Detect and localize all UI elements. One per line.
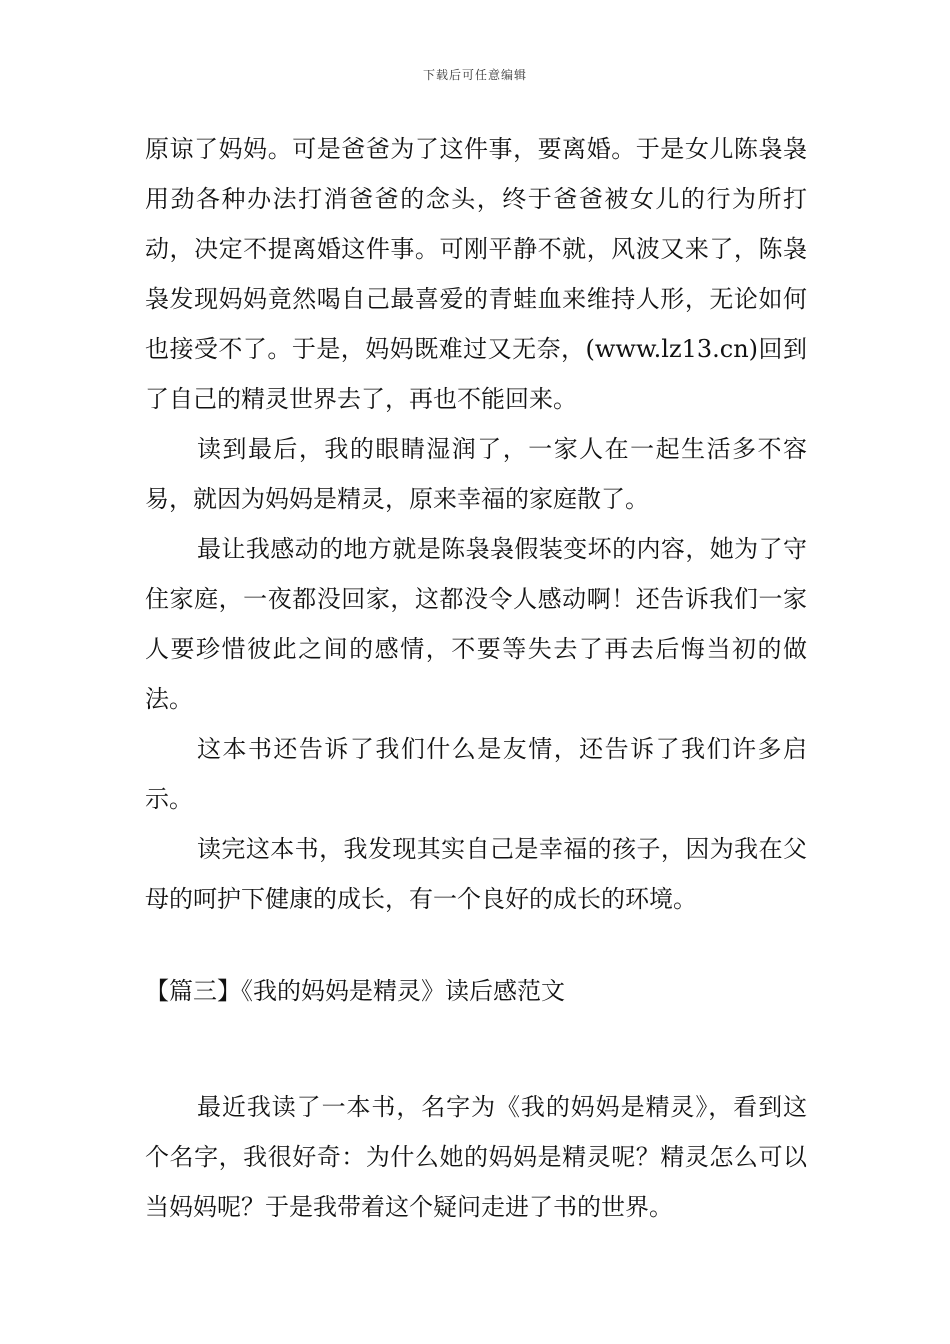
paragraph-2: 读到最后，我的眼睛湿润了，一家人在一起生活多不容易，就因为妈妈是精灵，原来幸福的家庭散了。 (145, 435, 807, 513)
section-heading: 【篇三】《我的妈妈是精灵》读后感范文 (145, 977, 565, 1005)
paragraph-1: 原谅了妈妈。可是爸爸为了这件事，要离婚。于是女儿陈袅袅用劲各种办法打消爸爸的念头，终于爸爸被女儿的行为所打动，决定不提离婚这件事。可刚平静不就，风波又来了，陈袅袅发现妈妈竟然喝自己最喜爱的青蛙血来维持人形，无论如何也接受不了。于是，妈妈既难过又无奈，(www.lz13.cn)回到了自己的精灵世界去了，再也不能回来。 (145, 135, 807, 413)
paragraph-6: 最近我读了一本书，名字为《我的妈妈是精灵》，看到这个名字，我很好奇：为什么她的妈妈是精灵呢？精灵怎么可以当妈妈呢？于是我带着这个疑问走进了书的世界。 (145, 1093, 807, 1221)
page-header: 下载后可任意编辑 (422, 68, 527, 82)
document-body (145, 124, 807, 1232)
paragraph-3: 最让我感动的地方就是陈袅袅假装变坏的内容，她为了守住家庭，一夜都没回家，这都没令人感动啊！还告诉我们一家人要珍惜彼此之间的感情，不要等失去了再去后悔当初的做法。 (145, 535, 807, 713)
paragraph-4: 这本书还告诉了我们什么是友情，还告诉了我们许多启示。 (145, 735, 807, 813)
paragraph-5: 读完这本书，我发现其实自己是幸福的孩子，因为我在父母的呵护下健康的成长，有一个良好的成长的环境。 (145, 835, 807, 913)
